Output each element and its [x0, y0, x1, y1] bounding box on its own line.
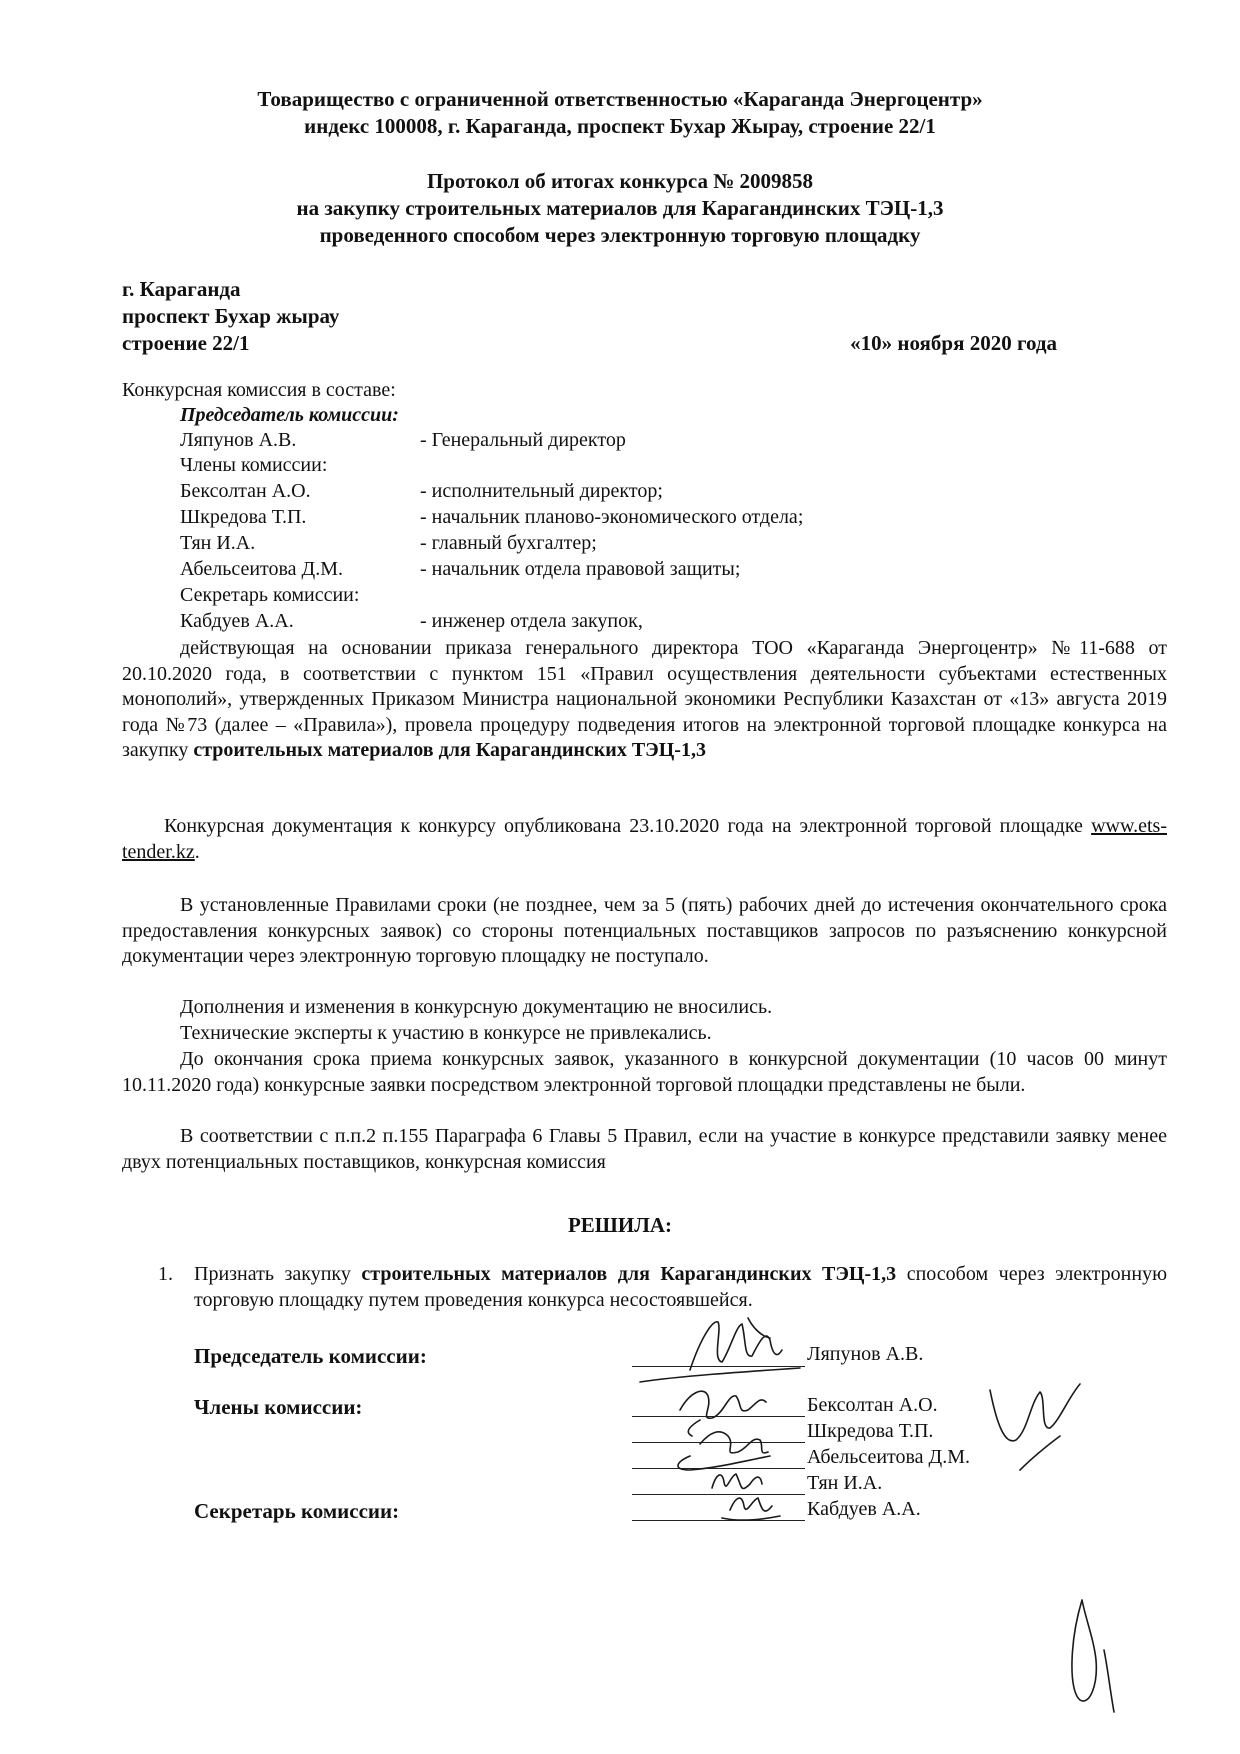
paragraph-experts: Технические эксперты к участию в конкурсе не привлекались. [180, 1022, 712, 1044]
member-role: - Генеральный директор [420, 429, 626, 451]
decision-subject: строительных материалов для Карагандинских ТЭЦ-1,3 [361, 1263, 897, 1285]
member-name: Абельсеитова Д.М. [180, 558, 343, 580]
secretary-signature-label: Секретарь комиссии: [194, 1499, 400, 1523]
signatory-name: Ляпунов А.В. [807, 1343, 924, 1365]
commission-intro: Конкурсная комиссия в составе: [122, 379, 396, 401]
member-name: Шкредова Т.П. [180, 506, 307, 528]
member-name: Бексолтан А.О. [180, 480, 311, 502]
signature-member-4 [722, 1498, 780, 1520]
paragraph-deadline: До окончания срока приема конкурсных заявок, указанного в конкурсной документации (10 часов 00 минут 10.11.2020 года) конкурсные заявки посредством электронной торговой площадки представлены не были. [122, 1048, 1167, 1096]
signature-right [990, 1384, 1080, 1470]
member-role: - начальник отдела правовой защиты; [420, 558, 741, 580]
paragraph-publication-text: Конкурсная документация к конкурсу опубликована 23.10.2020 года на электронной торговой площадке [164, 815, 1092, 837]
decision-item-number: 1. [158, 1263, 173, 1285]
protocol-date: «10» ноября 2020 года [850, 331, 1057, 355]
members-heading: Члены комиссии: [180, 454, 328, 476]
signatory-name: Абельсеитова Д.М. [807, 1446, 970, 1468]
member-name: Кабдуев А.А. [180, 610, 294, 632]
signature-initial-mark [1072, 1600, 1114, 1712]
signatory-name: Бексолтан А.О. [807, 1394, 938, 1416]
decision-heading: РЕШИЛА: [567, 1213, 673, 1237]
decision-text-a: Признать закупку [194, 1263, 362, 1285]
secretary-heading: Секретарь комиссии: [180, 584, 360, 606]
signature-chair-underline [640, 1368, 800, 1382]
paragraph-publication-end: . [194, 840, 200, 863]
signatory-name: Тян И.А. [807, 1472, 883, 1494]
signatory-name: Шкредова Т.П. [807, 1420, 934, 1442]
paragraph-clarifications: В установленные Правилами сроки (не позднее, чем за 5 (пять) рабочих дней до истечения окончательного срока предоставления конкурсных заявок) со стороны потенциальных поставщиков запросов по разъяснению конкурсной документации через электронную торговую площадку не поступало. [122, 894, 1167, 967]
paragraph-basis-subject: строительных материалов для Карагандинских ТЭЦ-1,3 [193, 739, 706, 761]
organization-address: индекс 100008, г. Караганда, проспект Бухар Жырау, строение 22/1 [304, 114, 936, 138]
member-role: - начальник планово-экономического отдела; [420, 506, 804, 528]
protocol-method: проведенного способом через электронную торговую площадку [319, 223, 921, 247]
member-role: - исполнительный директор; [420, 480, 663, 502]
paragraph-amendments: Дополнения и изменения в конкурсную документацию не вносились. [180, 996, 773, 1018]
member-name: Тян И.А. [180, 532, 256, 554]
chair-signature-label: Председатель комиссии: [194, 1344, 427, 1368]
place-street: проспект Бухар жырау [122, 304, 340, 328]
member-role: - инженер отдела закупок, [420, 610, 643, 632]
signature-member-3 [712, 1474, 762, 1489]
place-city: г. Караганда [122, 277, 241, 301]
signature-chair [690, 1318, 782, 1370]
chair-heading: Председатель комиссии: [180, 404, 399, 426]
signature-member-2 [678, 1432, 770, 1470]
protocol-title: Протокол об итогах конкурса № 2009858 [426, 169, 814, 193]
member-name: Ляпунов А.В. [180, 429, 297, 451]
paragraph-legal-basis: В соответствии с п.п.2 п.155 Параграфа 6 Главы 5 Правил, если на участие в конкурсе представили заявку менее двух потенциальных поставщиков, конкурсная комиссия [122, 1125, 1167, 1173]
ets-tender-link[interactable]: www.ets-tender.kz [122, 815, 1167, 863]
decision-text-b: способом через электронную торговую площадку путем проведения конкурса несостоявшейся. [194, 1263, 1168, 1311]
place-building: строение 22/1 [122, 331, 250, 355]
paragraph-basis-text: действующая на основании приказа генерального директора ТОО «Караганда Энергоцентр» №11-688 от 20.10.2020 года, в соответствии с пунктом 151 «Правил осуществления деятельности субъектами естественных монополий», утвержденных Приказом Министра национальной экономики Республики Казахстан от «13» августа 2019 года №73 (далее – «Правила»), провела процедуру подведения итогов на электронной торговой площадке конкурса на закупку [122, 637, 1167, 761]
signature-member-1 [680, 1391, 766, 1436]
protocol-subject: на закупку строительных материалов для Карагандинских ТЭЦ-1,3 [296, 196, 944, 220]
members-signature-label: Члены комиссии: [194, 1395, 363, 1419]
signatory-name: Кабдуев А.А. [807, 1498, 921, 1520]
member-role: - главный бухгалтер; [420, 532, 597, 554]
organization-name: Товарищество с ограниченной ответственностью «Караганда Энергоцентр» [257, 87, 983, 111]
